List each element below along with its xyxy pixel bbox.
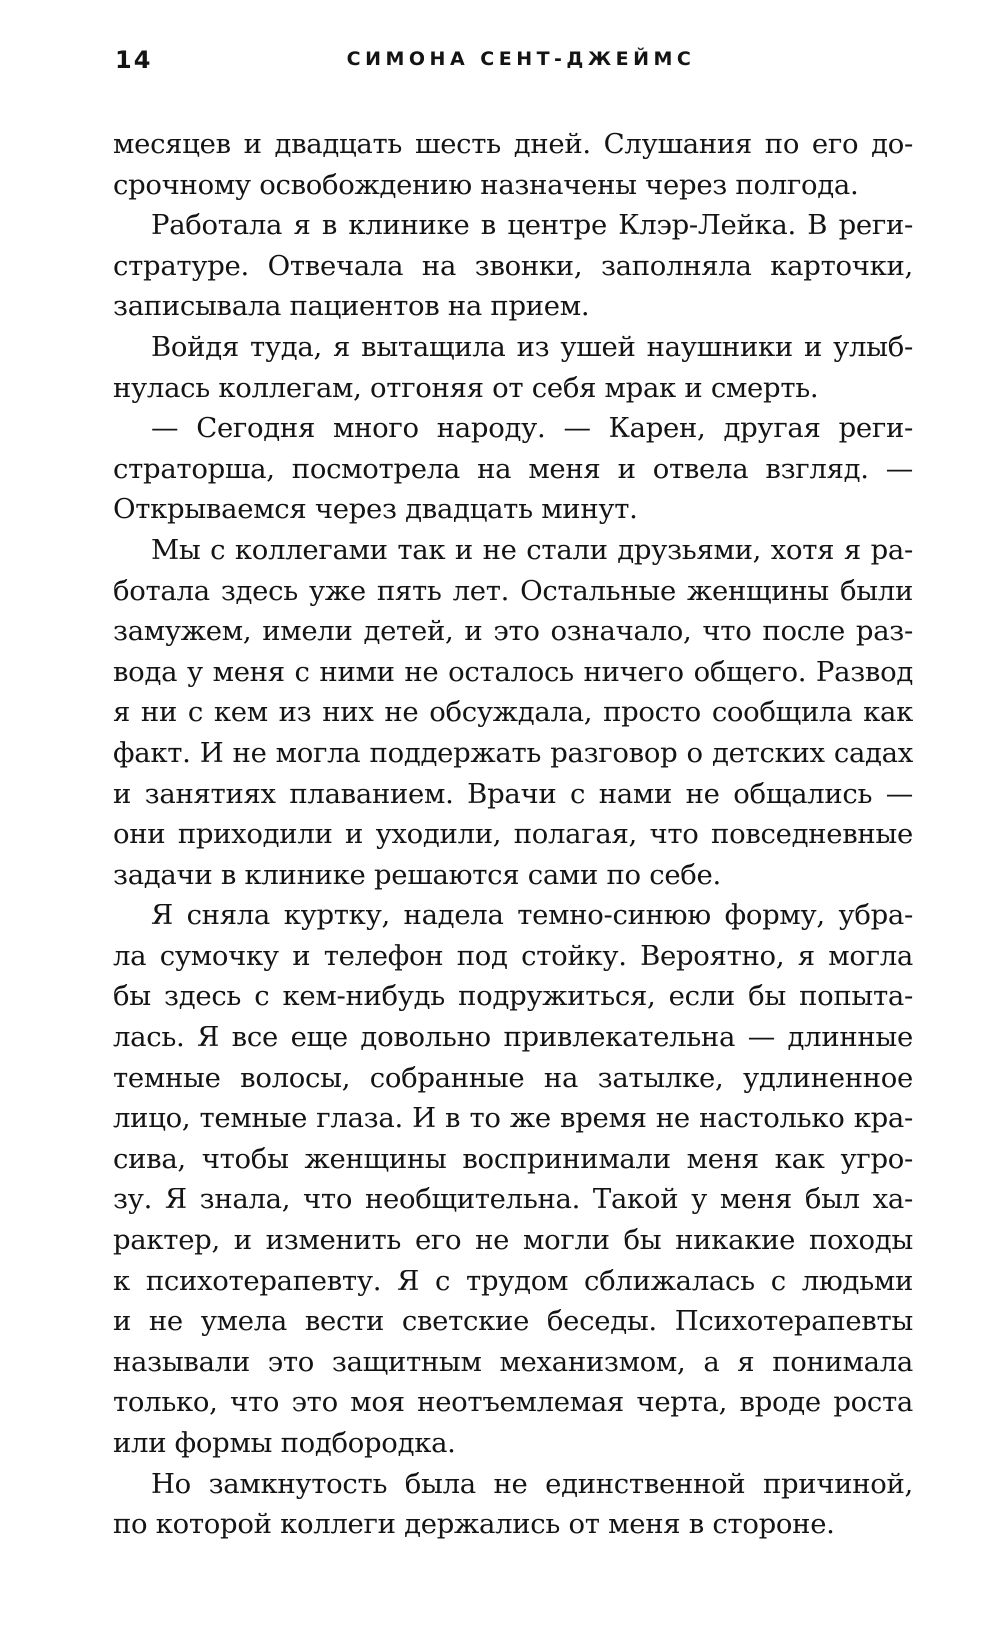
text-line: рактер, и изменить его не могли бы никакие походы bbox=[113, 1224, 913, 1257]
text-line: месяцев и двадцать шесть дней. Слушания по его до- bbox=[113, 128, 913, 160]
paragraph bbox=[113, 327, 913, 408]
text-line: лась. Я все еще довольно привлекательна — длинные bbox=[113, 1021, 913, 1054]
paragraph bbox=[113, 124, 913, 205]
text-line: замужем, имели детей, и это означало, что после раз- bbox=[113, 615, 913, 648]
text-line: стратуре. Отвечала на звонки, заполняла карточки, bbox=[113, 249, 913, 282]
text-line: ботала здесь уже пять лет. Остальные женщины были bbox=[113, 574, 913, 607]
paragraph bbox=[113, 408, 913, 530]
text-line: задачи в клинике решаются сами по себе. bbox=[113, 858, 721, 891]
text-line: Но замкнутость была не единственной причиной, bbox=[151, 1467, 913, 1500]
text-line: записывала пациентов на прием. bbox=[113, 290, 590, 323]
text-line: Открываемся через двадцать минут. bbox=[113, 493, 638, 526]
text-line: ла сумочку и телефон под стойку. Вероятно, я могла bbox=[113, 939, 913, 972]
text-line: зу. Я знала, что необщительна. Такой у меня был ха- bbox=[113, 1183, 913, 1216]
text-line: они приходили и уходили, полагая, что повседневные bbox=[113, 818, 913, 851]
text-line: срочному освобождению назначены через полгода. bbox=[113, 168, 859, 201]
paragraph bbox=[113, 530, 913, 895]
text-line: только, что это моя неотъемлемая черта, вроде роста bbox=[113, 1386, 913, 1419]
text-line: я ни с кем из них не обсуждала, просто сообщила как bbox=[113, 696, 913, 729]
text-line: называли это защитным механизмом, а я понимала bbox=[113, 1345, 913, 1378]
text-line: Мы с коллегами так и не стали друзьями, хотя я ра- bbox=[151, 533, 913, 566]
text-line: к психотерапевту. Я с трудом сближалась с людьми bbox=[113, 1264, 913, 1297]
text-line: факт. И не могла поддержать разговор о детских садах bbox=[113, 736, 913, 769]
text-line: Войдя туда, я вытащила из ушей наушники и улыб- bbox=[151, 330, 913, 363]
text-line: бы здесь с кем-нибудь подружиться, если бы попыта- bbox=[113, 980, 913, 1013]
running-head bbox=[115, 46, 907, 86]
text-line: Работала я в клинике в центре Клэр-Лейка. В реги- bbox=[151, 209, 913, 242]
text-line: лицо, темные глаза. И в то же время не настолько кра- bbox=[113, 1102, 913, 1135]
text-line: Я сняла куртку, надела темно-синюю форму, убра- bbox=[151, 899, 913, 932]
text-line: страторша, посмотрела на меня и отвела взгляд. — bbox=[113, 452, 913, 485]
text-line: по которой коллеги держались от меня в стороне. bbox=[113, 1508, 835, 1541]
page-number: 14 bbox=[115, 46, 153, 74]
text-line: нулась коллегам, отгоняя от себя мрак и смерть. bbox=[113, 371, 819, 404]
paragraph bbox=[113, 1464, 913, 1545]
text-line: — Сегодня много народу. — Карен, другая реги- bbox=[151, 412, 913, 445]
body-text bbox=[113, 124, 913, 1545]
text-line: и занятиях плаванием. Врачи с нами не общались — bbox=[113, 777, 913, 810]
text-line: сива, чтобы женщины воспринимали меня как угро- bbox=[113, 1142, 913, 1175]
text-line: или формы подбородка. bbox=[113, 1427, 456, 1459]
author-name: СИМОНА СЕНТ-ДЖЕЙМС bbox=[346, 48, 696, 70]
text-line: вода у меня с ними не осталось ничего общего. Развод bbox=[113, 655, 913, 688]
paragraph bbox=[113, 205, 913, 327]
text-line: и не умела вести светские беседы. Психотерапевты bbox=[113, 1305, 913, 1338]
text-line: темные волосы, собранные на затылке, удлиненное bbox=[113, 1061, 913, 1094]
paragraph bbox=[113, 895, 913, 1463]
